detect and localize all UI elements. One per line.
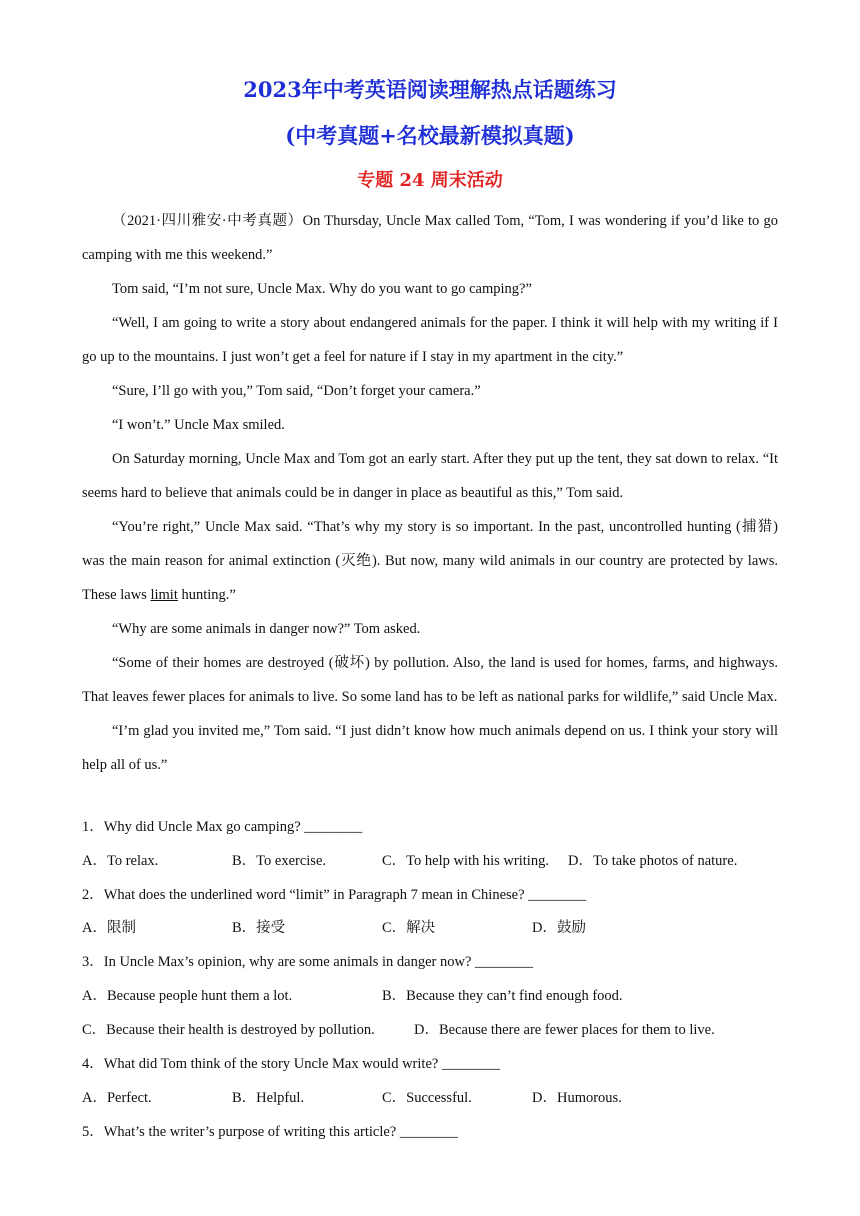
option-a: A．限制: [82, 920, 136, 936]
paragraph-6: On Saturday morning, Uncle Max and Tom got an early start. After they put up the tent, they sat down to relax. “It seems hard to believe that animals could be in danger in place as beautiful as this,” Tom said.: [82, 451, 778, 501]
paragraph-3: “Well, I am going to write a story about endangered animals for the paper. I think it will help with my writing if I go up to the mountains. I just won’t get a feel for nature if I stay in my apartment in the city.”: [82, 315, 778, 365]
option-c: C．Because their health is destroyed by pollution.: [82, 1022, 375, 1038]
option-a: A．Because people hunt them a lot.: [82, 988, 293, 1004]
option-d: D．Humorous.: [532, 1090, 622, 1106]
paragraph-1: （2021·四川雅安·中考真题）On Thursday, Uncle Max called Tom, “Tom, I was wondering if you’d like to go camping with me this weekend.”: [82, 213, 778, 263]
paragraph-7-text-before: “You’re right,” Uncle Max said. “That’s why my story is so important. In the past, uncontrolled hunting (捕猎) was the main reason for animal extinction (灭绝). But now, many wild animals in our country are protected by laws. These laws: [82, 519, 778, 603]
option-b: B．Because they can’t find enough food.: [382, 988, 623, 1004]
question-1-stem: 1．Why did Uncle Max go camping? ________: [82, 819, 363, 835]
option-b: B．Helpful.: [232, 1090, 305, 1106]
paragraph-9: “Some of their homes are destroyed (破坏) by pollution. Also, the land is used for homes, farms, and highways. That leaves fewer places for animals to live. So some land has to be left as national parks for wildlife,” said Uncle Max.: [82, 655, 778, 705]
option-b: B．接受: [232, 920, 286, 936]
paragraph-7: [82, 510, 778, 612]
question-4-stem: 4．What did Tom think of the story Uncle Max would write? ________: [82, 1056, 500, 1072]
question-5-stem: 5．What’s the writer’s purpose of writing this article? ________: [82, 1124, 458, 1140]
paragraph-10: “I’m glad you invited me,” Tom said. “I just didn’t know how much animals depend on us. I think your story will help all of us.”: [82, 723, 778, 773]
option-c: C．解决: [382, 920, 436, 936]
question-2-stem: 2．What does the underlined word “limit” in Paragraph 7 mean in Chinese? ________: [82, 887, 587, 903]
document-subtitle: (中考真题+名校最新模拟真题): [285, 123, 575, 148]
underlined-word-limit: limit: [150, 587, 178, 603]
paragraph-7-text-after: hunting.”: [177, 587, 236, 603]
option-b: B．To exercise.: [232, 853, 327, 869]
paragraph-8: “Why are some animals in danger now?” Tom asked.: [112, 621, 421, 637]
option-c: C．To help with his writing.: [382, 853, 549, 869]
option-c: C．Successful.: [382, 1090, 472, 1106]
option-a: A．To relax.: [82, 853, 159, 869]
paragraph-4: “Sure, I’ll go with you,” Tom said, “Don’t forget your camera.”: [112, 383, 481, 399]
document-title: 2023年中考英语阅读理解热点话题练习: [243, 77, 617, 102]
option-a: A．Perfect.: [82, 1090, 152, 1106]
option-d: D．鼓励: [532, 920, 586, 936]
reading-passage: [82, 204, 778, 782]
paragraph-2: Tom said, “I’m not sure, Uncle Max. Why do you want to go camping?”: [112, 281, 532, 297]
topic-heading: 专题 24 周末活动: [357, 170, 503, 191]
option-d: D．To take photos of nature.: [568, 853, 738, 869]
question-3-stem: 3．In Uncle Max’s opinion, why are some animals in danger now? ________: [82, 954, 534, 970]
option-d: D．Because there are fewer places for them to live.: [414, 1022, 715, 1038]
paragraph-5: “I won’t.” Uncle Max smiled.: [112, 417, 285, 433]
